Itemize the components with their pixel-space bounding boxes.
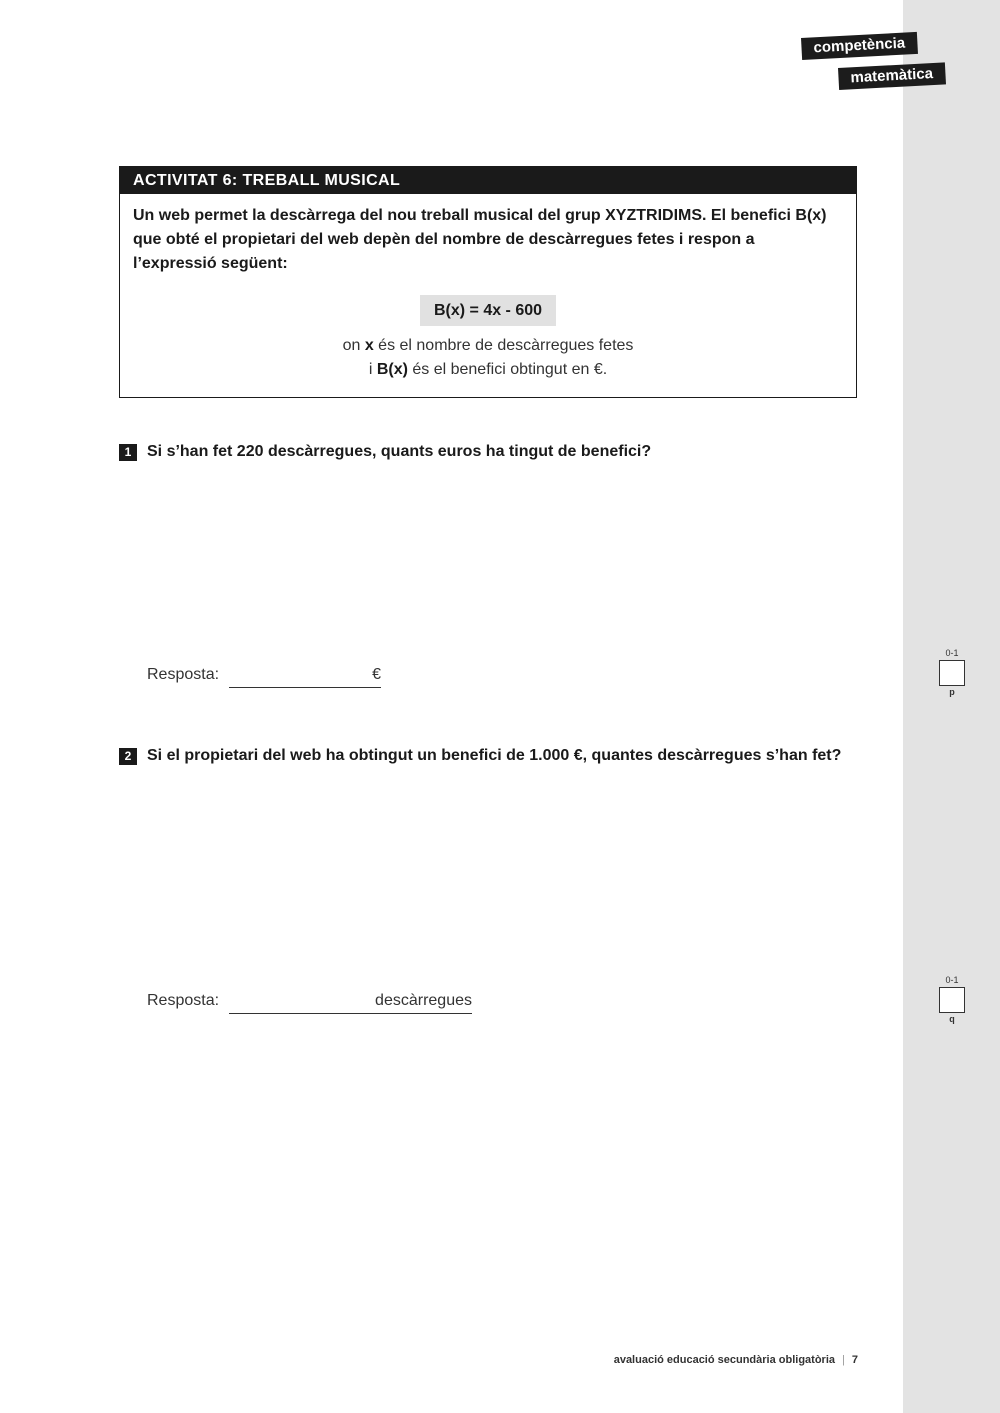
- score-letter: p: [949, 687, 955, 697]
- activity-intro: Un web permet la descàrrega del nou treball musical del grup XYZTRIDIMS. El benefici B(x) que obté el propietari del web depèn del nombre de descàrregues fetes i respon a l’expressió següent:: [133, 207, 827, 272]
- score-letter: q: [949, 1014, 955, 1024]
- answer-unit: descàrregues: [375, 992, 472, 1009]
- answer-label: Resposta:: [147, 666, 220, 683]
- question-1: [119, 441, 849, 463]
- competence-tag: competència: [801, 32, 918, 60]
- answer-unit: €: [372, 666, 381, 683]
- legend-line-bx: [120, 358, 856, 382]
- question-2: [119, 745, 849, 767]
- question-number-badge: 1: [119, 444, 137, 461]
- score-checkbox[interactable]: [939, 660, 965, 686]
- answer-2: [147, 990, 472, 1012]
- score-box-2: [938, 975, 966, 1024]
- activity-box: [119, 166, 857, 398]
- score-box-1: [938, 648, 966, 697]
- legend-line-x: [120, 334, 856, 358]
- formula-container: [120, 295, 856, 326]
- formula-legend: [120, 334, 856, 382]
- footer-separator: |: [842, 1354, 845, 1366]
- question-text: Si el propietari del web ha obtingut un benefici de 1.000 €, quantes descàrregues s’han fet?: [147, 747, 842, 764]
- legend-text: és el nombre de descàrregues fetes: [373, 337, 634, 354]
- legend-text: és el benefici obtingut en €.: [407, 361, 608, 378]
- answer-1: [147, 664, 381, 686]
- footer-text: avaluació educació secundària obligatòria: [613, 1354, 836, 1366]
- answer-label: Resposta:: [147, 992, 220, 1009]
- page-footer: [614, 1354, 858, 1366]
- score-margin-strip: [903, 0, 1000, 1413]
- subject-tag: matemàtica: [838, 62, 946, 90]
- activity-title: ACTIVITAT 6: TREBALL MUSICAL: [120, 167, 856, 194]
- formula: B(x) = 4x - 600: [420, 295, 556, 326]
- score-range: 0-1: [945, 975, 959, 985]
- legend-text: on: [342, 337, 365, 354]
- question-number-badge: 2: [119, 748, 137, 765]
- answer-input-line[interactable]: [229, 664, 381, 688]
- legend-text: i: [368, 361, 377, 378]
- score-checkbox[interactable]: [939, 987, 965, 1013]
- score-range: 0-1: [945, 648, 959, 658]
- legend-variable: x: [364, 337, 374, 354]
- question-text: Si s’han fet 220 descàrregues, quants euros ha tingut de benefici?: [147, 443, 652, 460]
- answer-input-line[interactable]: [229, 990, 472, 1014]
- page-number: 7: [851, 1354, 858, 1366]
- legend-variable: B(x): [376, 361, 408, 378]
